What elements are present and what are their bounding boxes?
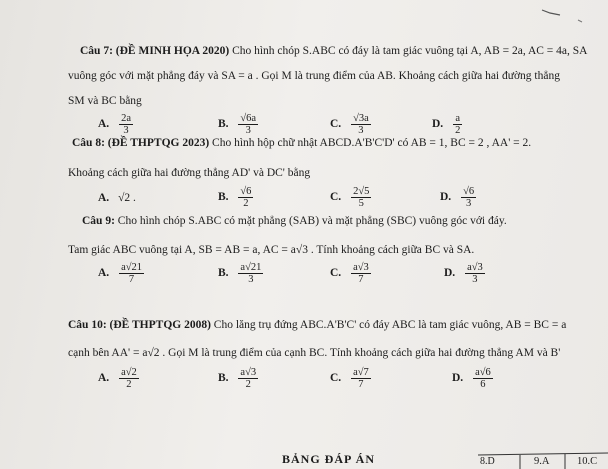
answer-table-borders [0, 445, 608, 469]
q8-option-d[interactable]: D. $\frac{√6}{3}$ [440, 186, 475, 209]
q10-option-a[interactable]: A. $\frac{a√2}{2}$ [98, 367, 137, 390]
q7-option-d[interactable]: D. $\frac{a}{2}$ [432, 113, 461, 136]
q7-option-a[interactable]: A. $\frac{2a}{3}$ [98, 113, 131, 136]
q10-line1 [68, 318, 566, 332]
q7-line3: SM và BC bằng [68, 95, 142, 107]
q10-source: (ĐỀ THPTQG 2008) [109, 319, 211, 331]
q9-option-d[interactable]: D. $\frac{a√3}{3}$ [444, 262, 483, 285]
answer-cell-8: 8.D [480, 456, 495, 467]
q9-option-a[interactable]: A. $\frac{a√21}{7}$ [98, 262, 142, 285]
q8-option-c[interactable]: C. $\frac{2√5}{5}$ [330, 186, 370, 209]
q8-line2: Khoảng cách giữa hai đường thẳng AD' và DC' bằng [68, 167, 311, 179]
q7-text-1: Cho hình chóp S.ABC có đáy là tam giác vuông tại A, AB = 2a, AC = 4a, SA [229, 45, 588, 57]
q9-option-c[interactable]: C. $\frac{a√3}{7}$ [330, 262, 369, 285]
q8-source: (ĐỀ THPTQG 2023) [107, 137, 210, 149]
pen-stroke-mark [540, 6, 590, 26]
q10-option-d[interactable]: D. $\frac{a√6}{6}$ [452, 367, 491, 390]
q7-number: Câu 7: [80, 45, 113, 57]
q9-option-b[interactable]: B. $\frac{a√21}{3}$ [218, 262, 262, 285]
answer-cell-9: 9.A [534, 456, 550, 467]
q9-line1 [82, 214, 507, 228]
q8-line1 [72, 136, 531, 150]
q10-option-b[interactable]: B. $\frac{a√3}{2}$ [218, 367, 257, 390]
q9-line2: Tam giác ABC vuông tại A, SB = AB = a, AC = a√3 . Tính khoảng cách giữa BC và SA. [68, 244, 475, 256]
q8-number: Câu 8: [72, 137, 105, 149]
answer-table [0, 445, 608, 469]
q8-option-a[interactable]: A. √2 . [98, 192, 136, 204]
q9-text-1: Cho hình chóp S.ABC có mặt phẳng (SAB) và mặt phẳng (SBC) vuông góc với đáy. [114, 215, 507, 227]
answer-cell-10: 10.C [577, 456, 598, 467]
q7-line2: vuông góc với mặt phẳng đáy và SA = a . Gọi M là trung điểm của AB. Khoảng cách giữa hai đường thẳng [68, 70, 560, 82]
q8-text-1: Cho hình hộp chữ nhật ABCD.A'B'C'D' có AB = 1, BC = 2 , AA' = 2. [209, 137, 532, 149]
q7-line1 [80, 44, 587, 58]
answer-table-title: BẢNG ĐÁP ÁN [282, 452, 376, 466]
q10-number: Câu 10: [68, 319, 107, 331]
q9-number: Câu 9: [82, 215, 115, 227]
q10-line2: cạnh bên AA' = a√2 . Gọi M là trung điểm của cạnh BC. Tính khoảng cách giữa hai đường thẳng AM và B' [68, 347, 561, 359]
q7-option-b[interactable]: B. $\frac{√6a}{3}$ [218, 113, 257, 136]
q7-source: (ĐỀ MINH HỌA 2020) [115, 45, 230, 57]
q10-text-1: Cho lăng trụ đứng ABC.A'B'C' có đáy ABC là tam giác vuông, AB = BC = a [210, 319, 567, 331]
q10-option-c[interactable]: C. $\frac{a√7}{7}$ [330, 367, 369, 390]
q8-option-b[interactable]: B. $\frac{√6}{2}$ [218, 186, 252, 209]
q7-option-c[interactable]: C. $\frac{√3a}{3}$ [330, 113, 369, 136]
